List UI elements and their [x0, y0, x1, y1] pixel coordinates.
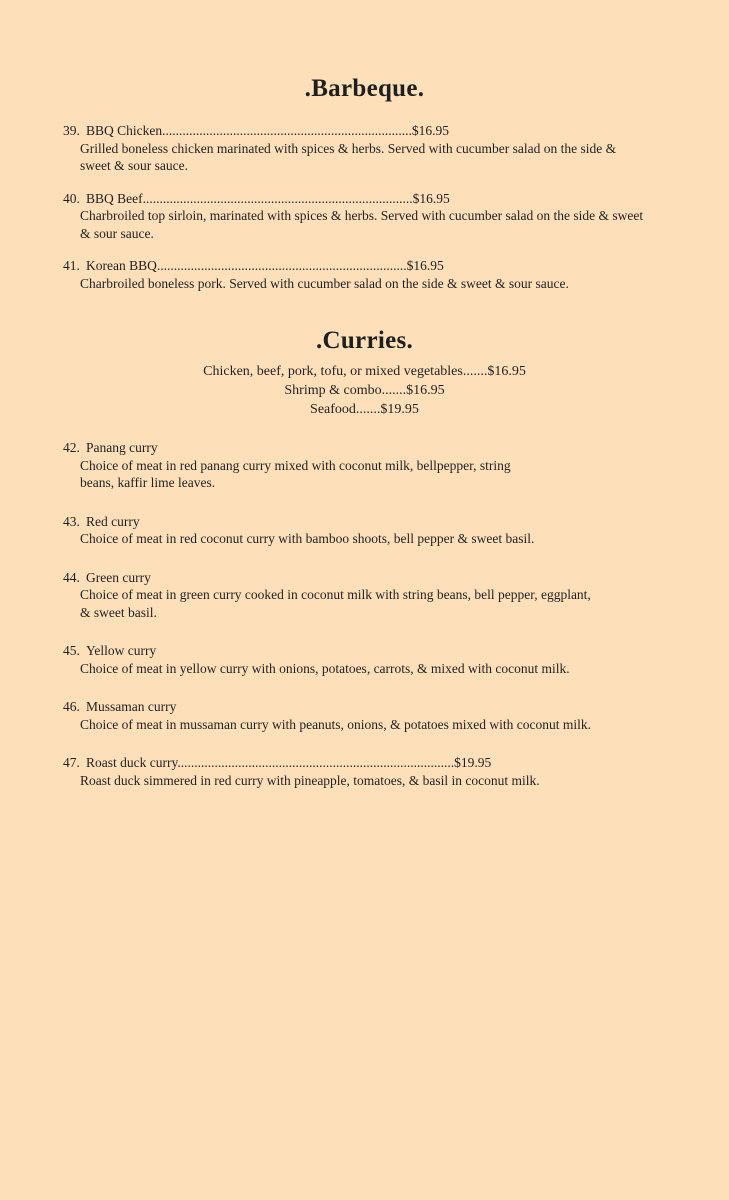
item-name: Roast duck curry — [86, 755, 178, 770]
menu-item — [0, 698, 729, 733]
item-description-line: & sweet basil. — [80, 604, 157, 620]
item-line — [63, 754, 729, 772]
item-description — [80, 716, 729, 734]
menu-item — [0, 122, 729, 175]
item-line — [63, 569, 729, 587]
menu-item — [0, 569, 729, 622]
item-price: $19.95 — [454, 755, 492, 770]
item-description-line: beans, kaffir lime leaves. — [80, 475, 216, 490]
item-number: 39. — [63, 123, 80, 138]
item-number: 41. — [63, 258, 80, 273]
section-title: .Curries. — [315, 327, 414, 354]
item-name: Green curry — [86, 569, 151, 585]
menu-item — [0, 513, 729, 548]
item-line — [63, 257, 729, 275]
item-price: $16.95 — [411, 123, 449, 138]
item-description — [80, 457, 729, 492]
item-description — [80, 586, 729, 621]
item-number: 47. — [63, 755, 80, 770]
menu-section — [0, 328, 729, 789]
item-number: 40. — [63, 190, 80, 206]
item-description-line: Roast duck simmered in red curry with pineapple, tomatoes, & basil in coconut milk. — [80, 772, 540, 788]
item-description-line: Charbroiled top sirloin, marinated with spices & herbs. Served with cucumber salad on the side & sweet — [80, 208, 644, 223]
item-line — [63, 642, 729, 660]
item-description — [80, 660, 729, 678]
item-line — [63, 190, 729, 208]
section-subtitle: Seafood.......$19.95 — [310, 402, 419, 417]
item-description — [80, 275, 729, 293]
menu-section — [0, 76, 729, 292]
dotted-leader: .................................................................................. — [177, 755, 455, 770]
item-name: Yellow curry — [86, 643, 157, 658]
item-number: 46. — [63, 699, 80, 714]
item-line — [63, 513, 729, 531]
dotted-leader: ................................................................................ — [142, 190, 413, 206]
item-number: 43. — [63, 513, 80, 529]
section-subtitle: Chicken, beef, pork, tofu, or mixed vegetables.......$16.95 — [203, 364, 526, 379]
item-price: $16.95 — [412, 190, 450, 206]
item-number: 44. — [63, 569, 80, 585]
item-name: BBQ Chicken — [86, 123, 163, 138]
item-description-line: Choice of meat in yellow curry with onions, potatoes, carrots, & mixed with coconut milk. — [80, 660, 570, 676]
section-title: .Barbeque. — [304, 75, 425, 102]
section-subtitles — [0, 362, 729, 419]
item-name: BBQ Beef — [86, 190, 143, 206]
dotted-leader: .......................................................................... — [156, 258, 407, 273]
menu-sections — [0, 76, 729, 789]
item-number: 42. — [63, 440, 80, 455]
item-description-line: Choice of meat in mussaman curry with peanuts, onions, & potatoes mixed with coconut milk. — [80, 716, 592, 732]
item-list — [0, 122, 729, 292]
item-description-line: sweet & sour sauce. — [80, 158, 188, 173]
item-description-line: Grilled boneless chicken marinated with spices & herbs. Served with cucumber salad on the side & — [80, 140, 617, 156]
menu-item — [0, 754, 729, 789]
item-name: Panang curry — [86, 440, 158, 455]
item-number: 45. — [63, 643, 80, 658]
item-price: $16.95 — [406, 258, 444, 273]
item-description-line: Choice of meat in red panang curry mixed with coconut milk, bellpepper, string — [80, 457, 511, 473]
menu-item — [0, 257, 729, 292]
item-line — [63, 122, 729, 140]
item-description-line: Choice of meat in green curry cooked in coconut milk with string beans, bell pepper, eggplant, — [80, 587, 591, 602]
item-description — [80, 530, 729, 548]
item-name: Red curry — [86, 513, 140, 529]
item-line — [63, 698, 729, 716]
item-description — [80, 772, 729, 790]
dotted-leader: .......................................................................... — [162, 123, 412, 138]
item-name: Mussaman curry — [86, 699, 177, 714]
item-description — [80, 207, 729, 242]
menu-item — [0, 190, 729, 243]
item-list — [0, 439, 729, 789]
item-description-line: Choice of meat in red coconut curry with bamboo shoots, bell pepper & sweet basil. — [80, 531, 535, 546]
section-subtitle: Shrimp & combo.......$16.95 — [284, 383, 445, 398]
item-description — [80, 140, 729, 175]
item-line — [63, 439, 729, 457]
item-name: Korean BBQ — [86, 258, 157, 273]
menu-item — [0, 439, 729, 492]
item-description-line: Charbroiled boneless pork. Served with cucumber salad on the side & sweet & sour sauce. — [80, 275, 569, 291]
menu-item — [0, 642, 729, 677]
item-description-line: & sour sauce. — [80, 225, 154, 241]
